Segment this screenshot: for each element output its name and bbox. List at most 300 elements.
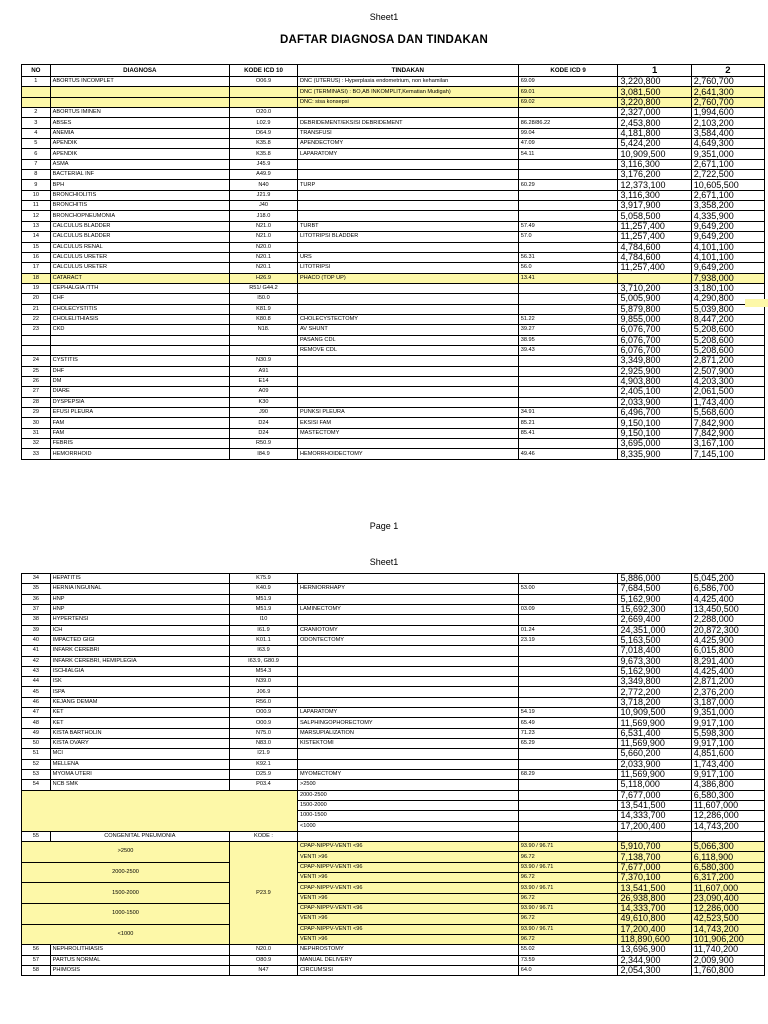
cell-tindakan bbox=[297, 159, 518, 169]
cell-icd10 bbox=[230, 345, 298, 355]
cell-icd10: K92.1 bbox=[230, 759, 298, 769]
cell-value-2: 5,568,600 bbox=[691, 408, 764, 418]
table-row bbox=[22, 242, 765, 252]
cell-icd10: N47 bbox=[230, 965, 298, 975]
cell-tindakan: CRANIOTOMY bbox=[297, 625, 518, 635]
cell-icd10 bbox=[230, 335, 298, 345]
cell-no: 47 bbox=[22, 708, 51, 718]
cell-icd9 bbox=[518, 821, 618, 831]
table-row bbox=[22, 87, 765, 97]
cell-value-1: 12,373,100 bbox=[618, 180, 691, 190]
cell-value-2: 7,938,000 bbox=[691, 273, 764, 283]
header-col1: 1 bbox=[618, 65, 691, 77]
cell-icd10: N20.1 bbox=[230, 252, 298, 262]
cell-value-2: 5,039,800 bbox=[691, 304, 764, 314]
cell-value-1: 11,257,400 bbox=[618, 232, 691, 242]
cell-value-1: 7,677,000 bbox=[618, 790, 691, 800]
cell-icd10: N20.0 bbox=[230, 242, 298, 252]
diagnosis-table-page2 bbox=[21, 573, 765, 976]
cell-icd10: D25.9 bbox=[230, 769, 298, 779]
table-row bbox=[22, 139, 765, 149]
cell-diagnosa: HNP bbox=[50, 594, 229, 604]
cell-no: 38 bbox=[22, 615, 51, 625]
cell-icd9 bbox=[518, 201, 618, 211]
cell-icd10: H26.9 bbox=[230, 273, 298, 283]
cell-no: 20 bbox=[22, 294, 51, 304]
cell-value-1: 3,081,500 bbox=[618, 87, 691, 97]
cell-icd10: K30 bbox=[230, 397, 298, 407]
cell-icd9: 56.0 bbox=[518, 263, 618, 273]
cell-tindakan bbox=[297, 697, 518, 707]
cell-icd9: 69.09 bbox=[518, 77, 618, 87]
cell-value-2: 42,523,500 bbox=[691, 914, 764, 924]
cell-icd10: K81.9 bbox=[230, 304, 298, 314]
cell-value-1: 2,054,300 bbox=[618, 965, 691, 975]
cell-value-2: 3,358,200 bbox=[691, 201, 764, 211]
cell-icd9: 69.01 bbox=[518, 87, 618, 97]
cell-icd9: 03.09 bbox=[518, 604, 618, 614]
cell-icd10: D24 bbox=[230, 428, 298, 438]
cell-value-1: 5,118,000 bbox=[618, 780, 691, 790]
cell-icd10: N21.0 bbox=[230, 221, 298, 231]
cell-value-1: 6,531,400 bbox=[618, 728, 691, 738]
cell-icd10 bbox=[230, 97, 298, 107]
cell-value-2 bbox=[691, 831, 764, 841]
cell-tindakan: VENTI >96 bbox=[297, 852, 518, 862]
cell-value-2: 2,722,500 bbox=[691, 170, 764, 180]
table-row bbox=[22, 376, 765, 386]
cell-value-2: 9,351,000 bbox=[691, 708, 764, 718]
cell-value-1: 11,257,400 bbox=[618, 263, 691, 273]
cell-value-2: 4,425,400 bbox=[691, 594, 764, 604]
cell-value-2: 4,335,900 bbox=[691, 211, 764, 221]
cell-icd9: 69.02 bbox=[518, 97, 618, 107]
cell-value-1: 3,695,000 bbox=[618, 439, 691, 449]
cell-value-1: 2,925,900 bbox=[618, 366, 691, 376]
cell-value-2: 6,317,200 bbox=[691, 873, 764, 883]
header-tindakan: TINDAKAN bbox=[297, 65, 518, 77]
cell-value-1: 2,033,900 bbox=[618, 397, 691, 407]
cell-value-1: 3,917,900 bbox=[618, 201, 691, 211]
cell-no: 43 bbox=[22, 666, 51, 676]
cell-value-2: 9,649,200 bbox=[691, 263, 764, 273]
cell-icd10: L02.9 bbox=[230, 118, 298, 128]
cell-value-1: 3,349,800 bbox=[618, 677, 691, 687]
cell-icd9 bbox=[518, 439, 618, 449]
cell-value-2: 3,167,100 bbox=[691, 439, 764, 449]
cell-no: 22 bbox=[22, 314, 51, 324]
cell-icd9: 73.59 bbox=[518, 955, 618, 965]
cell-value-2: 6,586,700 bbox=[691, 584, 764, 594]
cell-icd10: J18.0 bbox=[230, 211, 298, 221]
cell-no: 10 bbox=[22, 190, 51, 200]
cell-icd9 bbox=[518, 831, 618, 841]
cell-value-2: 6,118,900 bbox=[691, 852, 764, 862]
cell-tindakan: 1000-1500 bbox=[297, 811, 518, 821]
cell-tindakan: REMOVE CDL bbox=[297, 345, 518, 355]
cell-tindakan: DNC: sisa konsepsi bbox=[297, 97, 518, 107]
cell-icd9: 71.23 bbox=[518, 728, 618, 738]
weight-group-label: 2000-2500 bbox=[22, 862, 230, 883]
cell-icd10: N30.9 bbox=[230, 356, 298, 366]
cell-tindakan: CPAP-NIPPV-VENTI <96 bbox=[297, 842, 518, 852]
table-row bbox=[22, 708, 765, 718]
cell-tindakan: LAMINECTOMY bbox=[297, 604, 518, 614]
cell-no: 58 bbox=[22, 965, 51, 975]
cell-no: 48 bbox=[22, 718, 51, 728]
header-no: NO bbox=[22, 65, 51, 77]
cell-value-1: 5,879,800 bbox=[618, 304, 691, 314]
cell-no: 12 bbox=[22, 211, 51, 221]
cell-value-1: 7,370,100 bbox=[618, 873, 691, 883]
cell-value-2: 9,917,100 bbox=[691, 769, 764, 779]
cell-tindakan: ODONTECTOMY bbox=[297, 635, 518, 645]
cell-diagnosa: HEPATITIS bbox=[50, 574, 229, 584]
cell-tindakan: AV SHUNT bbox=[297, 325, 518, 335]
cell-value-1: 6,076,700 bbox=[618, 335, 691, 345]
cell-diagnosa: HEMORRHOID bbox=[50, 449, 229, 459]
cell-no: 37 bbox=[22, 604, 51, 614]
cell-diagnosa: CHOLELITHIASIS bbox=[50, 314, 229, 324]
cell-diagnosa: CALCULUS URETER bbox=[50, 252, 229, 262]
cell-no bbox=[22, 87, 51, 97]
cell-value-1: 5,005,900 bbox=[618, 294, 691, 304]
cell-icd9: 93.90 / 96.71 bbox=[518, 842, 618, 852]
cell-tindakan bbox=[297, 376, 518, 386]
cell-value-2: 7,145,100 bbox=[691, 449, 764, 459]
cell-icd10: D64.9 bbox=[230, 128, 298, 138]
table-row bbox=[22, 149, 765, 159]
cell-icd9: 13.41 bbox=[518, 273, 618, 283]
cell-value-1: 3,116,300 bbox=[618, 159, 691, 169]
cell-icd9 bbox=[518, 574, 618, 584]
cell-value-1: 49,610,800 bbox=[618, 914, 691, 924]
cell-value-2: 2,641,300 bbox=[691, 87, 764, 97]
table-row bbox=[22, 304, 765, 314]
cell-icd9: 38.95 bbox=[518, 335, 618, 345]
cell-tindakan bbox=[297, 594, 518, 604]
cell-tindakan: DNC (TERMINASI) : BO,AB INKOMPLIT,Kematian Mudigah) bbox=[297, 87, 518, 97]
cell-value-2: 3,187,000 bbox=[691, 697, 764, 707]
weight-group-label: <1000 bbox=[22, 924, 230, 945]
cell-tindakan bbox=[297, 615, 518, 625]
cell-icd9: 53.00 bbox=[518, 584, 618, 594]
cell-diagnosa: ICH bbox=[50, 625, 229, 635]
cell-icd10: O80.9 bbox=[230, 955, 298, 965]
cell-value-1: 2,033,900 bbox=[618, 759, 691, 769]
diagnosis-table-page1 bbox=[21, 64, 765, 460]
cell-no bbox=[22, 335, 51, 345]
cell-value-1: 9,673,300 bbox=[618, 656, 691, 666]
cell-icd9 bbox=[518, 749, 618, 759]
cell-icd9: 55.02 bbox=[518, 945, 618, 955]
cell-diagnosa: ABORTUS INCOMPLET bbox=[50, 77, 229, 87]
table-row bbox=[22, 335, 765, 345]
cell-value-2: 2,376,200 bbox=[691, 687, 764, 697]
table-row bbox=[22, 646, 765, 656]
cell-icd10: N75.0 bbox=[230, 728, 298, 738]
cell-value-2: 8,447,200 bbox=[691, 314, 764, 324]
cell-value-1: 15,692,300 bbox=[618, 604, 691, 614]
cell-icd10: N20.0 bbox=[230, 945, 298, 955]
cell-value-1: 11,569,900 bbox=[618, 739, 691, 749]
cell-icd9: 85.41 bbox=[518, 428, 618, 438]
cell-no: 32 bbox=[22, 439, 51, 449]
cell-icd9: 93.90 / 96.71 bbox=[518, 924, 618, 934]
cell-diagnosa: BRONCHOPNEUMONIA bbox=[50, 211, 229, 221]
cell-diagnosa: APENDIK bbox=[50, 149, 229, 159]
cell-icd9 bbox=[518, 211, 618, 221]
cell-value-1: 14,333,700 bbox=[618, 904, 691, 914]
cell-no: 13 bbox=[22, 221, 51, 231]
cell-diagnosa bbox=[50, 87, 229, 97]
cell-icd9: 34.91 bbox=[518, 408, 618, 418]
table-row bbox=[22, 118, 765, 128]
cell-no: 57 bbox=[22, 955, 51, 965]
table-row bbox=[22, 656, 765, 666]
cell-icd10: P23.9 bbox=[230, 842, 298, 945]
cell-tindakan bbox=[297, 439, 518, 449]
cell-tindakan: VENTI >96 bbox=[297, 934, 518, 944]
cell-no: 15 bbox=[22, 242, 51, 252]
cell-icd9: 93.90 / 96.71 bbox=[518, 883, 618, 893]
cell-tindakan bbox=[297, 759, 518, 769]
cell-no: 17 bbox=[22, 263, 51, 273]
cell-value-2: 6,580,300 bbox=[691, 862, 764, 872]
cell-tindakan: HEMORRHOIDECTOMY bbox=[297, 449, 518, 459]
cell-value-1: 6,076,700 bbox=[618, 345, 691, 355]
table-row bbox=[22, 955, 765, 965]
cell-value-1: 5,424,200 bbox=[618, 139, 691, 149]
cell-value-1: 5,058,500 bbox=[618, 211, 691, 221]
cell-value-2: 4,101,100 bbox=[691, 242, 764, 252]
cell-diagnosa bbox=[50, 335, 229, 345]
cell-tindakan: LAPARATOMY bbox=[297, 149, 518, 159]
cell-icd9 bbox=[518, 800, 618, 810]
table-row bbox=[22, 574, 765, 584]
cell-value-1: 2,405,100 bbox=[618, 387, 691, 397]
table-row bbox=[22, 159, 765, 169]
cell-tindakan bbox=[297, 304, 518, 314]
table-row bbox=[22, 780, 765, 790]
highlight-overflow bbox=[745, 299, 768, 307]
cell-value-1: 3,116,300 bbox=[618, 190, 691, 200]
cell-icd9 bbox=[518, 656, 618, 666]
cell-tindakan: TURBT bbox=[297, 221, 518, 231]
cell-icd10: O00.9 bbox=[230, 708, 298, 718]
cell-diagnosa: CONGENITAL PNEUMONIA bbox=[50, 831, 229, 841]
cell-no: 6 bbox=[22, 149, 51, 159]
cell-value-1: 118,890,600 bbox=[618, 934, 691, 944]
cell-value-1: 3,349,800 bbox=[618, 356, 691, 366]
table-row bbox=[22, 252, 765, 262]
cell-tindakan: LITOTRIPSI bbox=[297, 263, 518, 273]
cell-diagnosa: EFUSI PLEURA bbox=[50, 408, 229, 418]
cell-icd10: J90 bbox=[230, 408, 298, 418]
cell-tindakan bbox=[297, 666, 518, 676]
cell-no: 42 bbox=[22, 656, 51, 666]
cell-value-1: 14,333,700 bbox=[618, 811, 691, 821]
sheet-label-2: Sheet1 bbox=[369, 557, 399, 567]
cell-tindakan bbox=[297, 749, 518, 759]
cell-value-2: 4,203,300 bbox=[691, 376, 764, 386]
table-row bbox=[22, 345, 765, 355]
cell-value-2: 4,290,800 bbox=[691, 294, 764, 304]
cell-value-2: 4,851,600 bbox=[691, 749, 764, 759]
cell-value-2: 6,015,800 bbox=[691, 646, 764, 656]
cell-diagnosa: CHF bbox=[50, 294, 229, 304]
cell-value-1: 5,660,200 bbox=[618, 749, 691, 759]
cell-icd10: M51.9 bbox=[230, 604, 298, 614]
cell-tindakan bbox=[297, 201, 518, 211]
cell-no: 2 bbox=[22, 108, 51, 118]
cell-tindakan: 1500-2000 bbox=[297, 800, 518, 810]
cell-value-2: 5,066,300 bbox=[691, 842, 764, 852]
cell-value-1: 5,910,700 bbox=[618, 842, 691, 852]
table-row bbox=[22, 180, 765, 190]
cell-value-2: 4,386,800 bbox=[691, 780, 764, 790]
weight-group-label: 1500-2000 bbox=[22, 883, 230, 904]
table-row bbox=[22, 211, 765, 221]
cell-tindakan: TRANSFUSI bbox=[297, 128, 518, 138]
cell-value-1: 4,181,800 bbox=[618, 128, 691, 138]
cell-value-1: 6,076,700 bbox=[618, 325, 691, 335]
cell-value-2: 6,580,300 bbox=[691, 790, 764, 800]
cell-diagnosa: CALCULUS URETER bbox=[50, 263, 229, 273]
cell-icd10: O20.0 bbox=[230, 108, 298, 118]
cell-value-2: 5,208,600 bbox=[691, 345, 764, 355]
cell-value-2: 4,425,900 bbox=[691, 635, 764, 645]
cell-value-1: 5,886,000 bbox=[618, 574, 691, 584]
cell-icd10: A49.9 bbox=[230, 170, 298, 180]
cell-diagnosa: ISK bbox=[50, 677, 229, 687]
cell-value-1: 17,200,400 bbox=[618, 924, 691, 934]
cell-value-2: 1,743,400 bbox=[691, 397, 764, 407]
table-row bbox=[22, 604, 765, 614]
cell-tindakan: CHOLECYSTECTOMY bbox=[297, 314, 518, 324]
cell-value-1: 7,018,400 bbox=[618, 646, 691, 656]
cell-icd9 bbox=[518, 159, 618, 169]
cell-diagnosa: KEJANG DEMAM bbox=[50, 697, 229, 707]
table-row bbox=[22, 842, 765, 852]
table-row bbox=[22, 356, 765, 366]
cell-diagnosa: DM bbox=[50, 376, 229, 386]
header-icd9: KODE ICD 9 bbox=[518, 65, 618, 77]
cell-icd10: J45.9 bbox=[230, 159, 298, 169]
cell-tindakan: CPAP-NIPPV-VENTI <96 bbox=[297, 862, 518, 872]
cell-value-2: 101,906,200 bbox=[691, 934, 764, 944]
cell-icd9 bbox=[518, 615, 618, 625]
table-row bbox=[22, 273, 765, 283]
cell-icd9: 93.90 / 96.71 bbox=[518, 904, 618, 914]
table-row bbox=[22, 945, 765, 955]
table-row bbox=[22, 397, 765, 407]
cell-value-1: 11,569,900 bbox=[618, 718, 691, 728]
cell-tindakan: HERNIORRHAPY bbox=[297, 584, 518, 594]
cell-icd9 bbox=[518, 790, 618, 800]
table-row bbox=[22, 325, 765, 335]
cell-icd9 bbox=[518, 687, 618, 697]
cell-tindakan: VENTI >96 bbox=[297, 893, 518, 903]
cell-diagnosa: DHF bbox=[50, 366, 229, 376]
cell-diagnosa: ABORTUS IMINEN bbox=[50, 108, 229, 118]
cell-value-1: 3,176,200 bbox=[618, 170, 691, 180]
cell-icd9 bbox=[518, 387, 618, 397]
cell-icd9: 96.72 bbox=[518, 914, 618, 924]
cell-icd10: I63.9, G80.9 bbox=[230, 656, 298, 666]
cell-icd10: N39.0 bbox=[230, 677, 298, 687]
cell-icd9 bbox=[518, 108, 618, 118]
cell-tindakan: PHACO (TOP UP) bbox=[297, 273, 518, 283]
cell-value-1 bbox=[618, 273, 691, 283]
cell-diagnosa bbox=[50, 97, 229, 107]
table-header bbox=[22, 65, 765, 77]
cell-no: 46 bbox=[22, 697, 51, 707]
cell-tindakan: PASANG CDL bbox=[297, 335, 518, 345]
cell-value-2: 1,760,800 bbox=[691, 965, 764, 975]
cell-diagnosa: APENDIK bbox=[50, 139, 229, 149]
table-row bbox=[22, 190, 765, 200]
table-row bbox=[22, 687, 765, 697]
table-row bbox=[22, 666, 765, 676]
cell-diagnosa: NCB SMK bbox=[50, 780, 229, 790]
cell-icd10: I10 bbox=[230, 615, 298, 625]
cell-tindakan bbox=[297, 283, 518, 293]
table-row bbox=[22, 625, 765, 635]
table-row bbox=[22, 615, 765, 625]
cell-icd9 bbox=[518, 294, 618, 304]
cell-value-1: 9,150,100 bbox=[618, 418, 691, 428]
cell-diagnosa: FAM bbox=[50, 418, 229, 428]
cell-diagnosa: CALCULUS RENAL bbox=[50, 242, 229, 252]
table-row bbox=[22, 294, 765, 304]
cell-icd10: A91 bbox=[230, 366, 298, 376]
weight-group-label: 1000-1500 bbox=[22, 904, 230, 925]
cell-diagnosa: CALCULUS BLADDER bbox=[50, 232, 229, 242]
cell-tindakan: PUNKSI PLEURA bbox=[297, 408, 518, 418]
cell-value-1: 5,163,500 bbox=[618, 635, 691, 645]
cell-icd9 bbox=[518, 242, 618, 252]
table-row bbox=[22, 128, 765, 138]
cell-value-1: 7,677,000 bbox=[618, 862, 691, 872]
cell-icd9: 47.09 bbox=[518, 139, 618, 149]
cell-icd10 bbox=[230, 87, 298, 97]
cell-value-2: 12,286,000 bbox=[691, 904, 764, 914]
cell-icd9: 96.72 bbox=[518, 893, 618, 903]
cell-icd9 bbox=[518, 356, 618, 366]
cell-icd9: 65.49 bbox=[518, 718, 618, 728]
cell-no: 7 bbox=[22, 159, 51, 169]
cell-value-2: 13,450,500 bbox=[691, 604, 764, 614]
cell-icd9: 23.19 bbox=[518, 635, 618, 645]
cell-diagnosa: MCI bbox=[50, 749, 229, 759]
cell-value-1: 10,909,500 bbox=[618, 708, 691, 718]
table-row bbox=[22, 97, 765, 107]
cell-icd10: R51/ G44.2 bbox=[230, 283, 298, 293]
table-row bbox=[22, 677, 765, 687]
cell-value-2: 11,607,000 bbox=[691, 883, 764, 893]
cell-tindakan: VENTI >96 bbox=[297, 914, 518, 924]
table-row bbox=[22, 924, 765, 934]
header-col2: 2 bbox=[691, 65, 764, 77]
cell-icd9: 93.90 / 96.71 bbox=[518, 862, 618, 872]
cell-icd10: K35.8 bbox=[230, 149, 298, 159]
cell-value-2: 8,291,400 bbox=[691, 656, 764, 666]
cell-tindakan: MYOMECTOMY bbox=[297, 769, 518, 779]
table-row bbox=[22, 769, 765, 779]
cell-icd10: O00.9 bbox=[230, 718, 298, 728]
cell-value-1: 5,162,900 bbox=[618, 594, 691, 604]
